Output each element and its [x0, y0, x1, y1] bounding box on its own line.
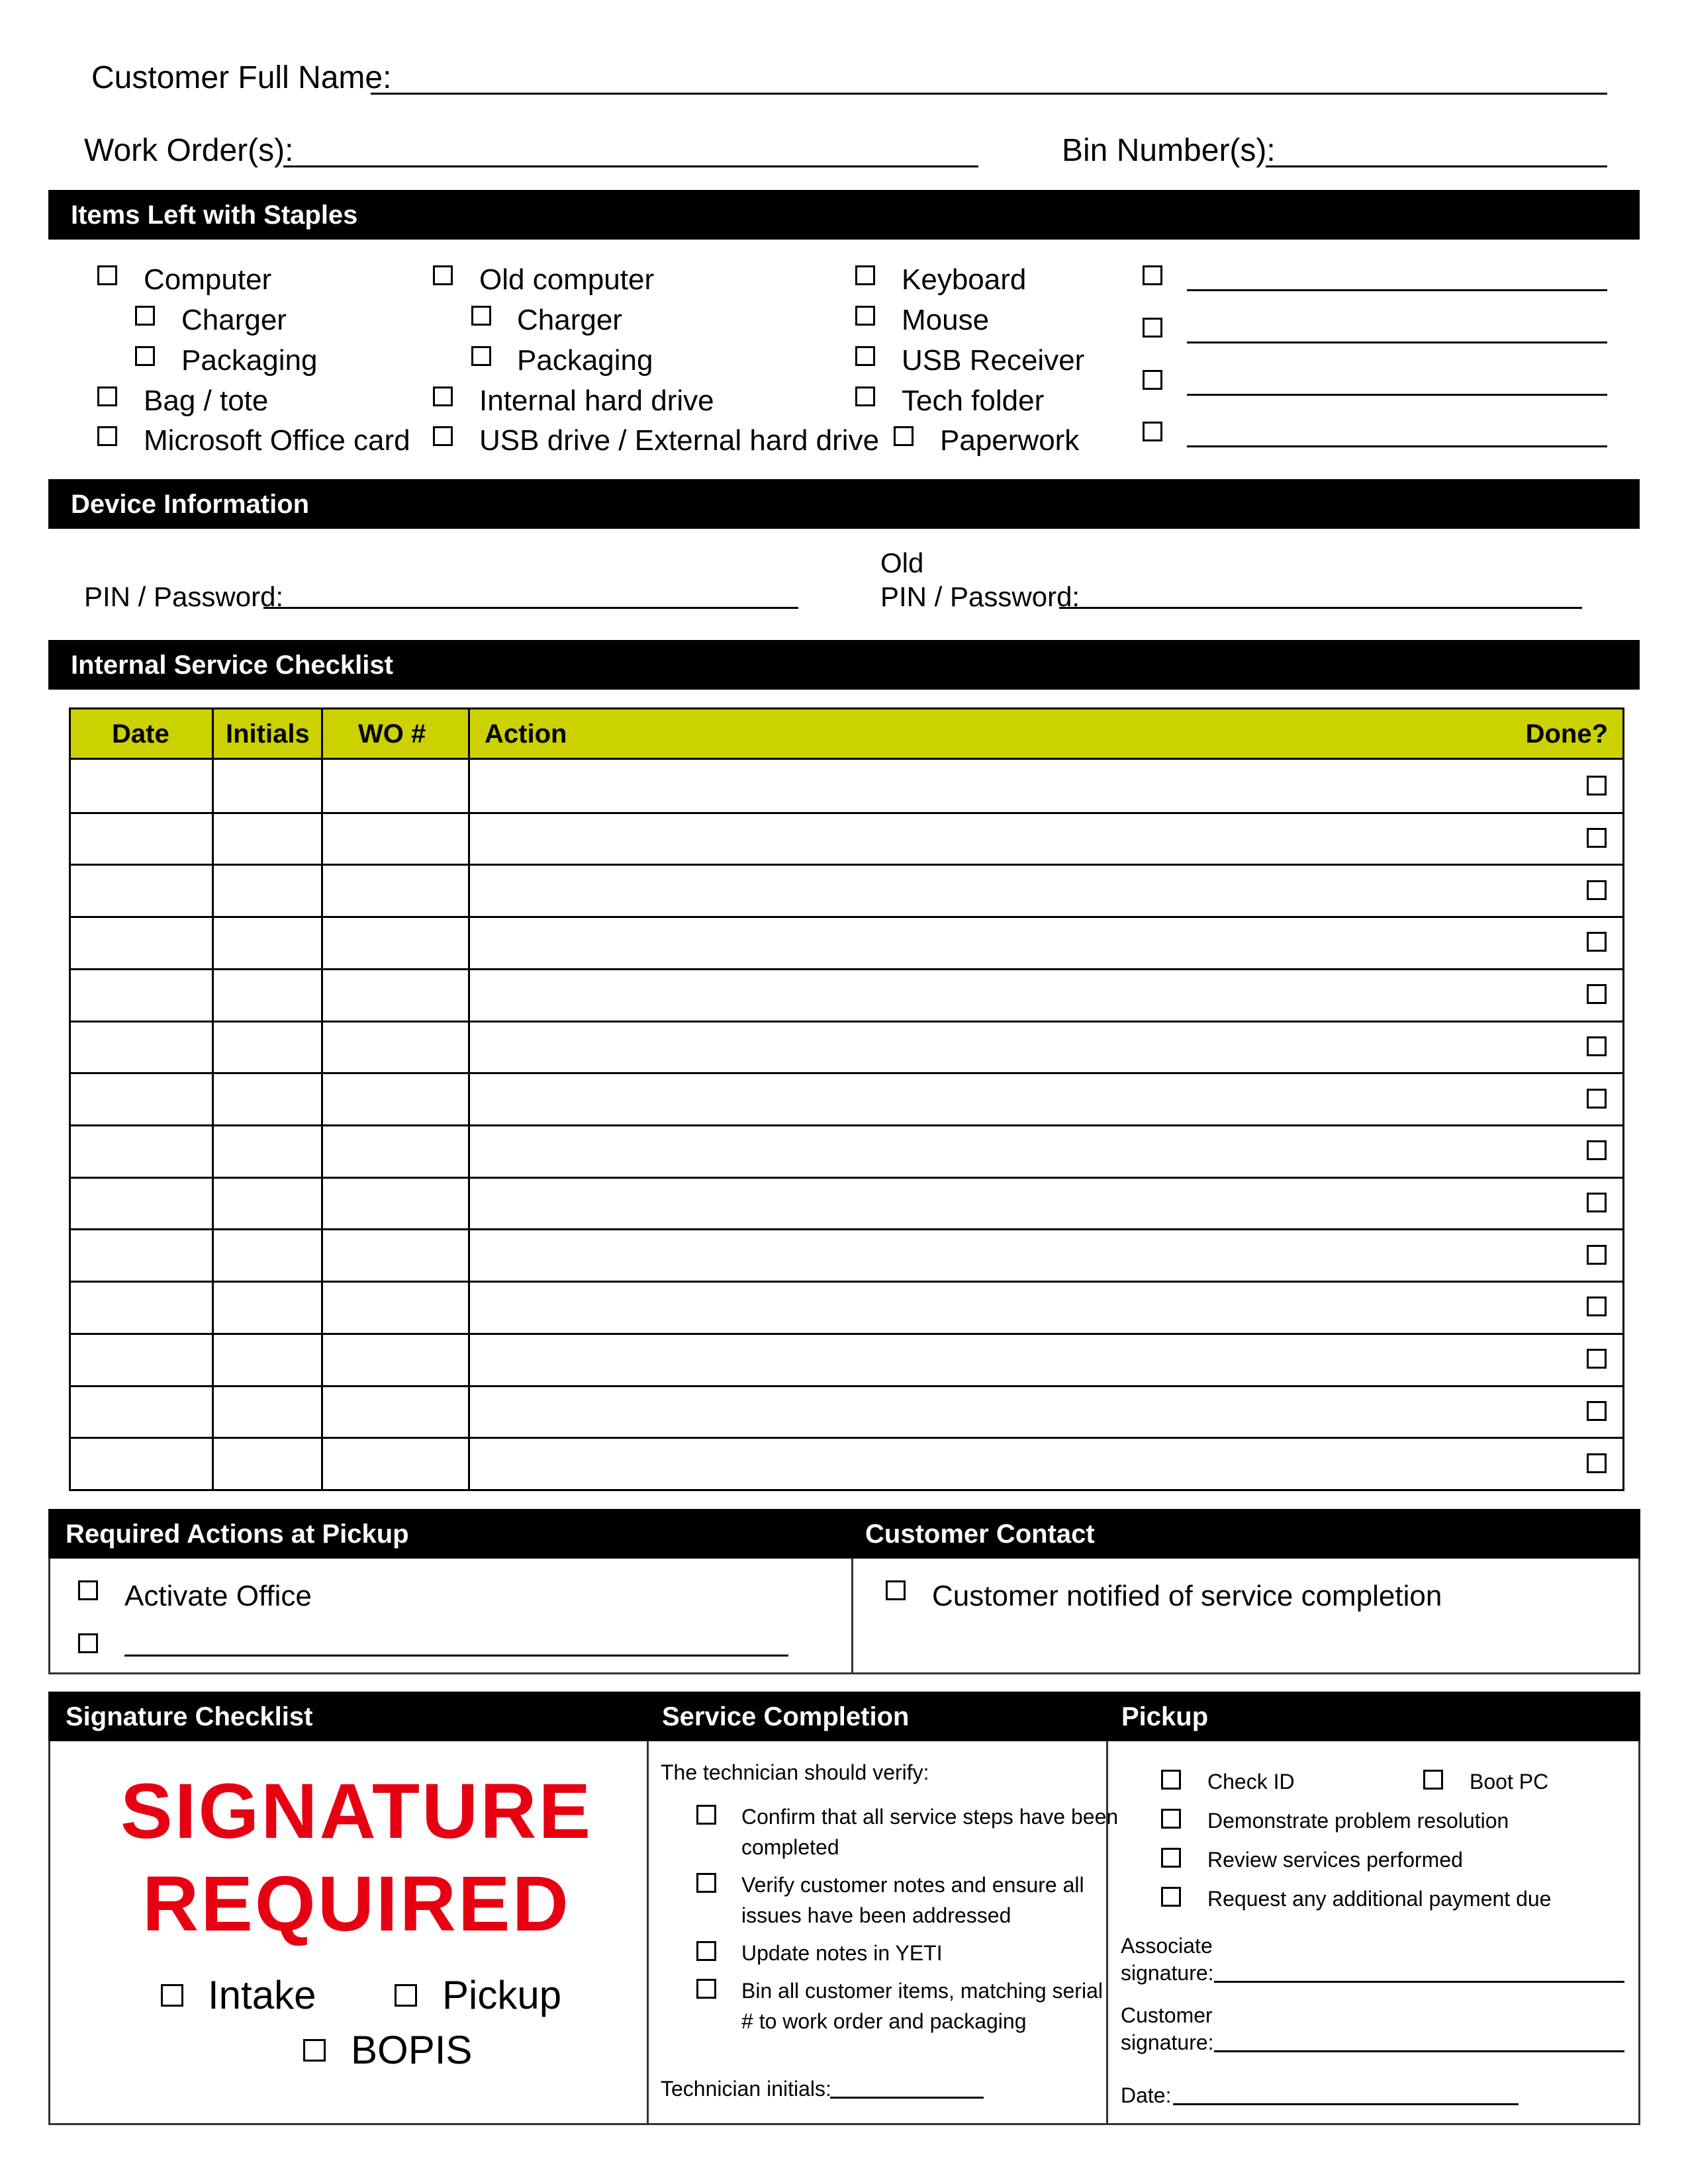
item-label: Bag / tote: [144, 385, 269, 417]
done-checkbox[interactable]: [1587, 1036, 1607, 1056]
checkbox-update-notes[interactable]: [696, 1941, 716, 1961]
done-checkbox[interactable]: [1587, 776, 1607, 796]
customer-contact-title: Customer Contact: [865, 1519, 1095, 1549]
checkbox-other-4[interactable]: [1143, 422, 1162, 441]
pickup-header: [1108, 1692, 1640, 1741]
customer-sig-label: Customer: [1121, 2003, 1213, 2027]
checkbox-charger[interactable]: [135, 306, 155, 326]
signature-option-label: Intake: [208, 1973, 316, 2017]
checkbox-bag-tote[interactable]: [97, 387, 117, 406]
pickup-item-label: Check ID: [1207, 1770, 1295, 1794]
other-item-input-3[interactable]: [1187, 394, 1607, 396]
old-pin-label: PIN / Password:: [880, 581, 1080, 612]
item-label: Tech folder: [902, 385, 1045, 417]
items-section-title: Items Left with Staples: [71, 200, 358, 230]
customer-contact-header: [853, 1509, 1640, 1559]
table-row[interactable]: [71, 1437, 1622, 1489]
done-checkbox[interactable]: [1587, 880, 1607, 900]
device-section-title: Device Information: [71, 489, 310, 519]
other-item-input-4[interactable]: [1187, 445, 1607, 447]
checkbox-activate-office[interactable]: [78, 1580, 98, 1600]
date-label: Date:: [1121, 2083, 1172, 2107]
checkbox-check-id[interactable]: [1161, 1770, 1181, 1790]
table-row[interactable]: [71, 812, 1622, 864]
work-orders-label: Work Order(s):: [84, 133, 294, 168]
checkbox-keyboard[interactable]: [855, 265, 875, 285]
technician-initials-label: Technician initials:: [661, 2077, 831, 2101]
done-checkbox[interactable]: [1587, 932, 1607, 952]
checkbox-mouse[interactable]: [855, 306, 875, 326]
service-completion-intro: The technician should verify:: [661, 1760, 929, 1784]
service-item-line: Confirm that all service steps have been: [741, 1805, 1119, 1829]
checkbox-paperwork[interactable]: [894, 426, 914, 446]
pickup-title: Pickup: [1121, 1702, 1209, 1731]
checkbox-intake[interactable]: [161, 1984, 183, 2007]
service-item-line: issues have been addressed: [741, 1903, 1011, 1927]
item-label: USB drive / External hard drive: [479, 424, 880, 457]
technician-initials-input[interactable]: [830, 2097, 984, 2099]
old-label: Old: [880, 547, 924, 578]
table-row[interactable]: [71, 1333, 1622, 1385]
pickup-action-label: Activate Office: [124, 1580, 312, 1612]
other-item-input-1[interactable]: [1187, 289, 1607, 291]
done-checkbox[interactable]: [1587, 1140, 1607, 1160]
table-row[interactable]: [71, 968, 1622, 1021]
checkbox-office-card[interactable]: [97, 426, 117, 446]
checkbox-packaging[interactable]: [135, 346, 155, 366]
col-date: Date: [112, 719, 169, 749]
checkbox-review-services[interactable]: [1161, 1848, 1181, 1868]
item-label: Keyboard: [902, 263, 1027, 296]
item-label: Packaging: [181, 344, 318, 377]
device-section-header: [48, 479, 1640, 529]
pickup-item-label: Boot PC: [1470, 1770, 1549, 1794]
checkbox-boot-pc[interactable]: [1423, 1770, 1443, 1790]
checkbox-internal-drive[interactable]: [433, 387, 453, 406]
table-row[interactable]: [71, 1385, 1622, 1437]
item-label: Microsoft Office card: [144, 424, 410, 457]
done-checkbox[interactable]: [1587, 1453, 1607, 1473]
col-wo: WO #: [358, 719, 426, 749]
pickup-actions-header: [48, 1509, 853, 1559]
signature-required-line2: REQUIRED: [142, 1860, 571, 1948]
checkbox-usb-receiver[interactable]: [855, 346, 875, 366]
item-label: Mouse: [902, 304, 990, 336]
work-orders-input[interactable]: [283, 165, 978, 167]
checkbox-other-1[interactable]: [1143, 265, 1162, 285]
table-row[interactable]: [71, 760, 1622, 812]
service-item-line: completed: [741, 1835, 839, 1859]
checkbox-bin-items[interactable]: [696, 1979, 716, 1999]
associate-label: Associate: [1121, 1934, 1213, 1958]
service-completion-title: Service Completion: [662, 1702, 910, 1731]
checkbox-usb-drive[interactable]: [433, 426, 453, 446]
table-row[interactable]: [71, 916, 1622, 968]
associate-label: signature:: [1121, 1961, 1214, 1985]
item-label: Paperwork: [940, 424, 1080, 457]
item-label: Charger: [517, 304, 622, 336]
customer-sig-label: signature:: [1121, 2030, 1214, 2054]
other-item-input-2[interactable]: [1187, 341, 1607, 343]
signature-option-label: Pickup: [442, 1973, 562, 2017]
checkbox-demonstrate[interactable]: [1161, 1809, 1181, 1829]
checkbox-other-3[interactable]: [1143, 370, 1162, 390]
customer-signature-input[interactable]: [1214, 2050, 1624, 2052]
done-checkbox[interactable]: [1587, 1297, 1607, 1316]
done-checkbox[interactable]: [1587, 1349, 1607, 1369]
items-section-header: [48, 190, 1640, 240]
checkbox-old-packaging[interactable]: [471, 346, 491, 366]
item-label: Charger: [181, 304, 287, 336]
done-checkbox[interactable]: [1587, 1089, 1607, 1109]
checkbox-old-computer[interactable]: [433, 265, 453, 285]
table-row[interactable]: [71, 1072, 1622, 1124]
pickup-other-input[interactable]: [124, 1655, 788, 1657]
item-label: Internal hard drive: [479, 385, 714, 417]
pickup-item-label: Review services performed: [1207, 1848, 1463, 1872]
signature-option-label: BOPIS: [351, 2028, 473, 2072]
service-item-line: Update notes in YETI: [741, 1941, 943, 1965]
item-label: USB Receiver: [902, 344, 1085, 377]
signature-required-line1: SIGNATURE: [120, 1768, 593, 1855]
done-checkbox[interactable]: [1587, 1401, 1607, 1421]
checklist-section-header: [48, 640, 1640, 690]
col-initials: Initials: [226, 719, 310, 749]
table-row[interactable]: [71, 1281, 1622, 1333]
table-row[interactable]: [71, 1228, 1622, 1281]
done-checkbox[interactable]: [1587, 1193, 1607, 1212]
pickup-item-label: Request any additional payment due: [1207, 1887, 1552, 1911]
checkbox-tech-folder[interactable]: [855, 387, 875, 406]
old-pin-input[interactable]: [1059, 607, 1582, 609]
checkbox-computer[interactable]: [97, 265, 117, 285]
done-checkbox[interactable]: [1587, 828, 1607, 848]
table-row[interactable]: [71, 1124, 1622, 1177]
pickup-item-label: Demonstrate problem resolution: [1207, 1809, 1509, 1833]
signature-title: Signature Checklist: [66, 1702, 313, 1731]
service-completion-header: [649, 1692, 1108, 1741]
item-label: Packaging: [517, 344, 653, 377]
signature-header: [48, 1692, 649, 1741]
pickup-actions-title: Required Actions at Pickup: [66, 1519, 409, 1549]
checkbox-pickup-sig[interactable]: [395, 1984, 417, 2007]
table-row[interactable]: [71, 1177, 1622, 1229]
table-row[interactable]: [71, 1021, 1622, 1073]
table-row[interactable]: [71, 864, 1622, 916]
item-label: Computer: [144, 263, 272, 296]
done-checkbox[interactable]: [1587, 1245, 1607, 1265]
checkbox-bopis[interactable]: [303, 2039, 326, 2062]
col-action: Action: [485, 719, 567, 749]
checkbox-other-2[interactable]: [1143, 318, 1162, 338]
checkbox-confirm-steps[interactable]: [696, 1805, 716, 1825]
customer-contact-label: Customer notified of service completion: [932, 1580, 1442, 1612]
checkbox-additional-payment[interactable]: [1161, 1887, 1181, 1907]
customer-name-label: Customer Full Name:: [91, 60, 392, 95]
customer-name-input[interactable]: [371, 93, 1607, 95]
checkbox-old-charger[interactable]: [471, 306, 491, 326]
service-item-line: # to work order and packaging: [741, 2009, 1027, 2033]
checkbox-verify-notes[interactable]: [696, 1873, 716, 1893]
associate-signature-input[interactable]: [1214, 1981, 1624, 1983]
bin-numbers-input[interactable]: [1266, 165, 1607, 167]
service-item-line: Verify customer notes and ensure all: [741, 1873, 1084, 1897]
service-item-line: Bin all customer items, matching serial: [741, 1979, 1103, 2003]
done-checkbox[interactable]: [1587, 984, 1607, 1004]
checkbox-pickup-other[interactable]: [78, 1633, 98, 1653]
pin-input[interactable]: [263, 607, 798, 609]
item-label: Old computer: [479, 263, 655, 296]
col-done: Done?: [1525, 719, 1608, 749]
bin-numbers-label: Bin Number(s):: [1062, 133, 1276, 168]
checklist-section-title: Internal Service Checklist: [71, 650, 393, 680]
table-header-row: [71, 709, 1622, 760]
checkbox-customer-notified[interactable]: [886, 1580, 906, 1600]
service-checklist-table: [69, 707, 1624, 1491]
pin-label: PIN / Password:: [84, 581, 284, 612]
date-input[interactable]: [1173, 2103, 1519, 2105]
